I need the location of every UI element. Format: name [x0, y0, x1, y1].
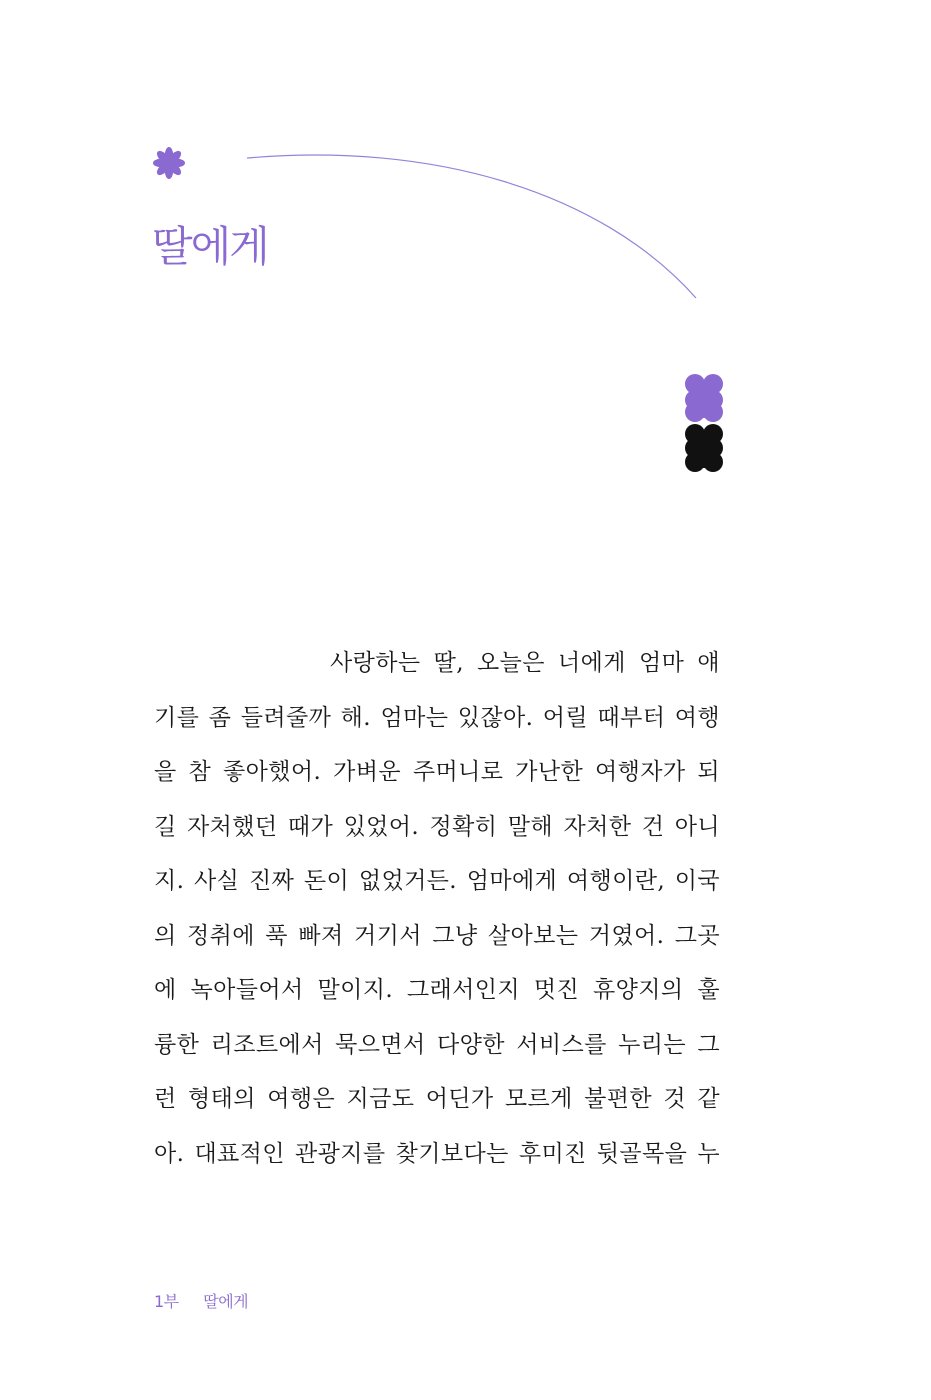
- body-line: 륭한 리조트에서 묵으면서 다양한 서비스를 누리는 그: [154, 1031, 720, 1058]
- body-line: 기를 좀 들려줄까 해. 엄마는 있잖아. 어릴 때부터 여행: [154, 704, 720, 731]
- body-line: 사랑하는 딸, 오늘은 너에게 엄마 얘: [330, 650, 720, 676]
- body-line: 길 자처했던 때가 있었어. 정확히 말해 자처한 건 아니: [154, 813, 720, 840]
- body-line: 의 정취에 푹 빠져 거기서 그냥 살아보는 거였어. 그곳: [154, 922, 720, 949]
- body-line: 런 형태의 여행은 지금도 어딘가 모르게 불편한 것 같: [154, 1086, 720, 1112]
- page-footer: [154, 1289, 248, 1312]
- decorative-arc-line: [0, 0, 931, 400]
- asterisk-flower-icon: [152, 146, 186, 180]
- body-line: 아. 대표적인 관광지를 찾기보다는 후미진 뒷골목을 누: [154, 1140, 720, 1167]
- chapter-title: 딸에게: [152, 222, 268, 271]
- footer-chapter-label: 딸에게: [203, 1292, 249, 1311]
- body-paragraph: [154, 636, 720, 1181]
- body-line: 지. 사실 진짜 돈이 없었거든. 엄마에게 여행이란, 이국: [154, 868, 720, 894]
- body-line: 에 녹아들어서 말이지. 그래서인지 멋진 휴양지의 훌: [154, 977, 720, 1003]
- blob-stack-icon: [684, 372, 724, 476]
- body-line: 을 참 좋아했어. 가벼운 주머니로 가난한 여행자가 되: [154, 759, 720, 785]
- footer-part-label: 1부: [154, 1292, 179, 1311]
